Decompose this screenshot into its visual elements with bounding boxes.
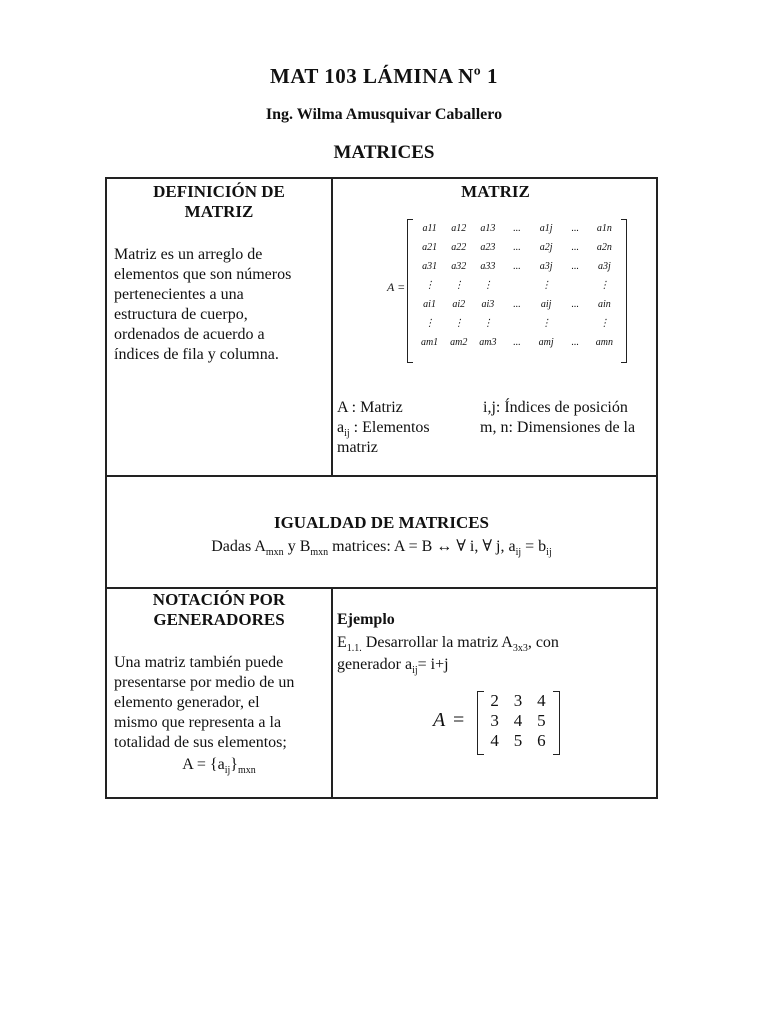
matrix-entry: ⋮ bbox=[453, 318, 464, 329]
matrix-entry: ... bbox=[571, 261, 580, 272]
example-matrix-entry: 4 bbox=[490, 731, 499, 750]
matrix-entry: a1n bbox=[596, 223, 612, 234]
definition-line: pertenecientes a una bbox=[114, 286, 244, 303]
matrix-entry: ⋮ bbox=[541, 318, 552, 329]
definition-heading: DEFINICIÓN DE MATRIZ bbox=[153, 182, 285, 221]
example-generator: generador $a_{ij}= i+j$ bbox=[337, 656, 449, 677]
matrix-entry: aij bbox=[540, 299, 552, 310]
example-matrix-entry: 2 bbox=[490, 691, 499, 710]
matrix-entry: amn bbox=[595, 337, 614, 348]
matrix-entry: ⋮ bbox=[482, 318, 493, 329]
matrix-entry: a3j bbox=[598, 261, 611, 272]
matrix-entry bbox=[561, 280, 590, 299]
legend-matrix: A : Matriz bbox=[337, 399, 403, 416]
example-matrix-grid bbox=[483, 691, 553, 751]
matrix-entry: ai1 bbox=[423, 299, 436, 310]
content-table bbox=[105, 177, 658, 799]
notation-line: mismo que representa a la bbox=[114, 714, 282, 731]
generator-formula: $A = \{a_{ij}\}_{mxn}$ bbox=[182, 756, 256, 777]
left-bracket bbox=[407, 219, 413, 363]
matrix-entry: ... bbox=[571, 242, 580, 253]
right-bracket bbox=[621, 219, 627, 363]
notation-line: totalidad de sus elementos; bbox=[114, 734, 287, 751]
matrix-entry: a1j bbox=[539, 223, 553, 234]
matrix-entry: am2 bbox=[450, 337, 468, 348]
example-matrix-entry: 6 bbox=[537, 731, 546, 750]
row-divider bbox=[107, 587, 656, 589]
equality-heading: IGUALDAD DE MATRICES bbox=[273, 513, 490, 532]
matrix-entry: ⋮ bbox=[424, 318, 435, 329]
matrix-entry: a2n bbox=[596, 242, 612, 253]
matrix-entry: a33 bbox=[480, 261, 496, 272]
legend-dimensions: m, n: Dimensiones de la bbox=[480, 419, 636, 436]
matrix-entry: ⋮ bbox=[453, 280, 464, 291]
definition-line: ordenados de acuerdo a bbox=[114, 326, 265, 343]
example-statement: $E_{1.1.}$ Desarrollar la matriz $A_{3x3}$, con bbox=[337, 634, 559, 655]
matrix-heading: MATRIZ bbox=[461, 182, 530, 201]
example-matrix bbox=[433, 691, 557, 755]
matrix-entry: a32 bbox=[451, 261, 467, 272]
column-divider bbox=[331, 587, 333, 799]
matrix-entry: ... bbox=[571, 337, 580, 348]
matrix-entry: ai2 bbox=[452, 299, 466, 310]
definition-line: elementos que son números bbox=[114, 266, 292, 283]
matrix-entry: ⋮ bbox=[482, 280, 493, 291]
example-matrix-entry: 3 bbox=[490, 711, 499, 730]
matrix-entry: a23 bbox=[480, 242, 496, 253]
matrix-entry: a21 bbox=[422, 242, 438, 253]
matrix-entry: ⋮ bbox=[424, 280, 435, 291]
matrix-entry: a2j bbox=[539, 242, 553, 253]
equality-statement: Dadas $A_{mxn}$ y $B_{mxn}$ matrices: A = B ↔ ∀ i, ∀ j, $a_{ij} = b_{ij}$ bbox=[211, 538, 552, 559]
example-heading: Ejemplo bbox=[337, 611, 395, 628]
notation-text bbox=[114, 653, 328, 753]
author-name: Ing. Wilma Amusquivar Caballero bbox=[265, 106, 503, 123]
page-title: MAT 103 LÁMINA Nº 1 bbox=[270, 64, 498, 88]
equals-sign: = bbox=[453, 709, 465, 731]
notation-line: Una matriz también puede bbox=[114, 654, 284, 671]
matrix-entry: ... bbox=[513, 299, 521, 310]
definition-line: Matriz es un arreglo de bbox=[114, 246, 263, 263]
right-bracket bbox=[553, 691, 560, 755]
matrix-grid bbox=[415, 223, 619, 356]
matrix-entry: ain bbox=[598, 299, 611, 310]
matrix-entry: a11 bbox=[422, 223, 437, 234]
legend-dimensions-cont: matriz bbox=[337, 439, 378, 456]
matrix-entry: ⋮ bbox=[599, 318, 610, 329]
column-divider bbox=[331, 179, 333, 475]
matrix-entry: ... bbox=[571, 223, 580, 234]
matrix-label: A = bbox=[387, 280, 406, 294]
matrix-entry: ... bbox=[513, 261, 521, 272]
example-matrix-entry: 4 bbox=[513, 711, 523, 730]
matrix-entry: ⋮ bbox=[541, 280, 552, 291]
matrix-entry: ... bbox=[571, 299, 580, 310]
legend-elements: $a_{ij}$ : Elementos bbox=[337, 419, 430, 440]
row-divider bbox=[107, 475, 656, 477]
matrix-entry: am3 bbox=[479, 337, 497, 348]
example-matrix-entry: 5 bbox=[513, 731, 523, 750]
notation-line: presentarse por medio de un bbox=[114, 674, 295, 691]
matrix-entry: a3j bbox=[539, 261, 553, 272]
matrix-entry bbox=[502, 318, 531, 337]
matrix-entry bbox=[502, 280, 531, 299]
matrix-entry: am1 bbox=[420, 337, 439, 348]
notation-line: elemento generador, el bbox=[114, 694, 260, 711]
example-matrix-entry: 3 bbox=[513, 691, 523, 710]
notation-heading: NOTACIÓN POR GENERADORES bbox=[152, 590, 286, 629]
matrix-entry: ⋮ bbox=[599, 280, 610, 291]
matrix-entry: ai3 bbox=[481, 299, 495, 310]
definition-line: estructura de cuerpo, bbox=[114, 306, 248, 323]
example-matrix-entry: 5 bbox=[537, 711, 546, 730]
definition-line: índices de fila y columna. bbox=[114, 346, 279, 363]
general-matrix bbox=[387, 219, 627, 361]
definition-text bbox=[114, 245, 328, 365]
matrix-entry: a22 bbox=[451, 242, 467, 253]
matrix-entry: a13 bbox=[480, 223, 496, 234]
matrix-entry: amj bbox=[538, 337, 554, 348]
section-title: MATRICES bbox=[333, 142, 435, 163]
example-matrix-entry: 4 bbox=[537, 691, 546, 710]
matrix-entry: a31 bbox=[422, 261, 438, 272]
legend-indices: i,j: Índices de posición bbox=[483, 399, 628, 416]
matrix-entry: ... bbox=[513, 242, 521, 253]
matrix-entry: ... bbox=[513, 337, 521, 348]
matrix-entry: ... bbox=[513, 223, 521, 234]
matrix-entry: a12 bbox=[451, 223, 467, 234]
matrix-entry bbox=[561, 318, 590, 337]
example-matrix-label: A bbox=[433, 709, 446, 731]
